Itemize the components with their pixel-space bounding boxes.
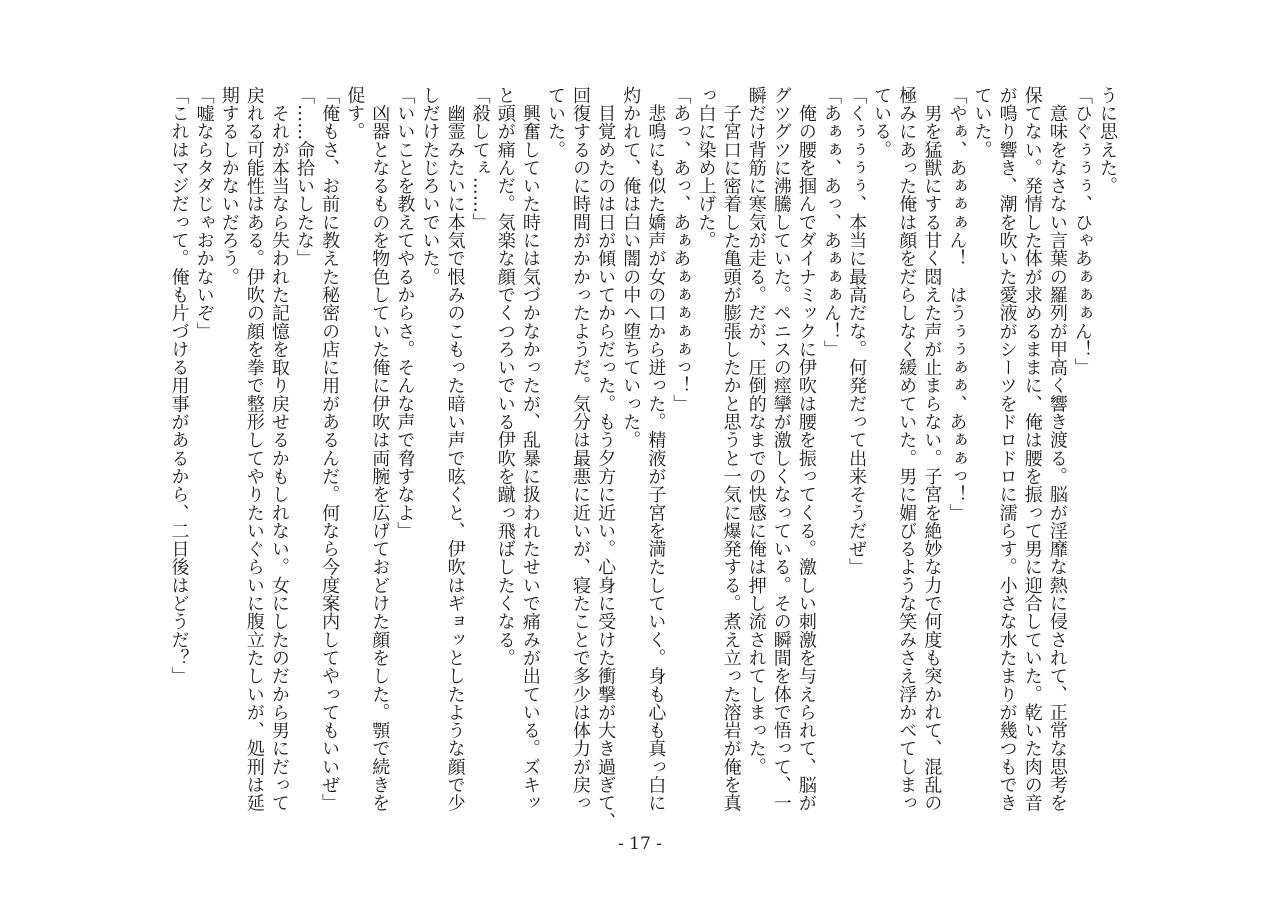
text-line: ていた。 [971, 86, 993, 159]
text-line: 男を猛獣にする甘く悶えた声が止まらない。子宮を絶妙な力で何度も突かれて、混乱の [921, 86, 943, 812]
text-line: ていた。 [544, 86, 566, 159]
text-line: 「あぁぁ、あっ、あぁぁぁん！」 [820, 86, 842, 359]
text-line: 「くぅぅぅぅ、本当に最高だな。何発だって出来そうだぜ」 [846, 86, 868, 577]
text-line: と頭が痛んだ。気楽な顔でくつろいでいる伊吹を蹴っ飛ばしたくなる。 [494, 86, 516, 667]
text-line: 促す。 [344, 86, 366, 141]
text-line: 極みにあった俺は顔をだらしなく緩めていた。男に媚びるような笑みさえ浮かべてしまっ [896, 86, 918, 812]
text-line: グツグツに沸騰していた。ペニスの痙攣が激しくなっている。その瞬間を体で悟って、一 [770, 86, 792, 812]
text-line: 俺の腰を掴んでダイナミックに伊吹は腰を振ってくる。激しい刺激を与えられて、脳が [795, 86, 817, 812]
text-line: 「嘘ならタダじゃおかないぞ」 [193, 86, 215, 341]
text-line: 灼かれて、俺は白い闇の中へ堕ちていった。 [620, 86, 642, 449]
text-line: 「これはマジだって。俺も片づける用事があるから、二日後はどうだ？」 [168, 86, 190, 685]
text-line: 「いいことを教えてやるからさ。そんな声で脅すなよ」 [394, 86, 416, 540]
page-number: - 17 - [618, 834, 662, 854]
text-line: 保てない。発情した体が求めるままに、俺は腰を振って男に迎合していた。乾いた肉の音 [1021, 86, 1043, 812]
text-line: 期するしかないだろう。 [218, 86, 240, 286]
text-line: 幽霊みたいに本気で恨みのこもった暗い声で呟くと、伊吹はギョッとしたような顔で少 [444, 86, 466, 812]
text-line: 「ひぐぅぅぅ、ひゃあぁぁぁん！」 [1071, 86, 1093, 377]
text-line: 回復するのに時間がかかったようだ。気分は最悪に近いが、寝たことで多少は体力が戻っ [570, 86, 592, 812]
text-line: ている。 [871, 86, 893, 159]
text-line: 凶器となるものを物色していた俺に伊吹は両腕を広げておどけた顔をした。顎で続きを [369, 86, 391, 812]
text-line: っ白に染め上げた。 [695, 86, 717, 250]
text-line: 子宮口に密着した亀頭が膨張したかと思うと一気に爆発する。煮え立った溶岩が俺を真 [720, 86, 742, 812]
vertical-text-body [110, 86, 1120, 831]
text-line: 悲鳴にも似た嬌声が女の口から迸った。精液が子宮を満たしていく。身も心も真っ白に [645, 86, 667, 812]
text-line: 目覚めたのは日が傾いてからだった。もう夕方に近い。心身に受けた衝撃が大き過ぎて、 [595, 86, 617, 831]
text-line: 瞬だけ背筋に寒気が走る。だが、圧倒的なまでの快感に俺は押し流されてしまった。 [745, 86, 767, 776]
text-line: 興奮していた時には気づかなかったが、乱暴に扱われたせいで痛みが出ている。ズキッ [519, 86, 541, 812]
text-line: 「殺してぇ……」 [469, 86, 491, 232]
text-line: 「俺もさ、お前に教えた秘密の店に用があるんだ。何なら今度案内してやってもいいぜ」 [319, 86, 341, 812]
text-line: 意味をなさない言葉の羅列が甲高く響き渡る。脳が淫靡な熱に侵されて、正常な思考を [1046, 86, 1068, 812]
text-line: が鳴り響き、潮を吹いた愛液がシーツをドロドロに濡らす。小さな水たまりが幾つもでき [996, 86, 1018, 812]
text-line: 戻れる可能性はある。伊吹の顔を拳で整形してやりたいぐらいに腹立たしいが、処刑は延 [243, 86, 265, 812]
text-line: しだけたじろいでいた。 [419, 86, 441, 286]
text-line: それが本当なら失われた記憶を取り戻せるかもしれない。女にしたのだから男にだって [268, 86, 290, 812]
text-line: 「やぁ、あぁぁぁん！ はうぅぅぁぁ、あぁぁっ！」 [946, 86, 968, 522]
text-line: 「……命拾いしたな」 [294, 86, 315, 268]
text-line: うに思えた。 [1097, 86, 1118, 195]
text-line: 「あっ、あっ、あぁあぁぁぁぁぁっ！」 [670, 86, 692, 413]
